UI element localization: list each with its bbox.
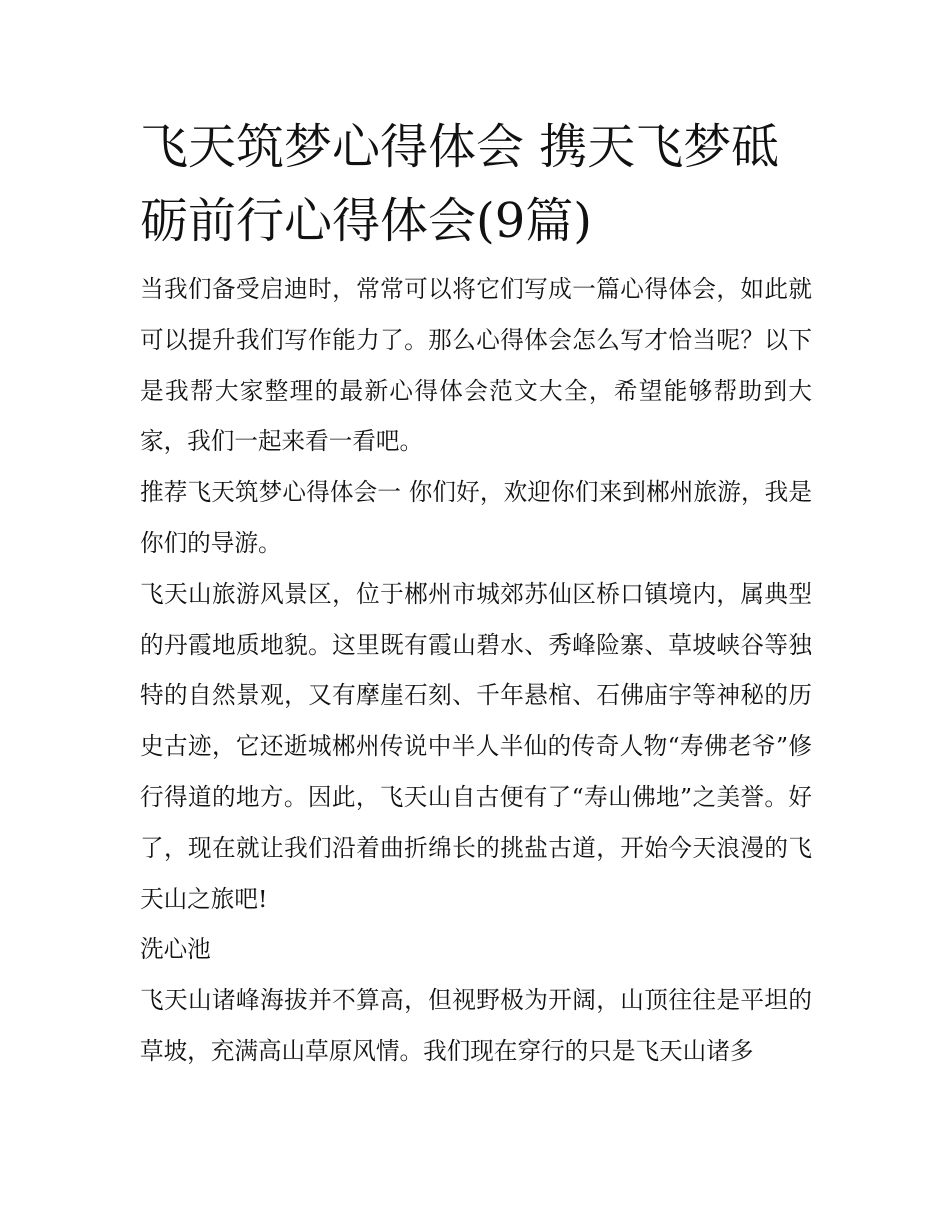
recommend-paragraph: 推荐飞天筑梦心得体会一 你们好，欢迎你们来到郴州旅游，我是你们的导游。: [140, 478, 812, 557]
scenic-area-paragraph: 飞天山旅游风景区，位于郴州市城郊苏仙区桥口镇境内，属典型的丹霞地质地貌。这里既有霞山碧水、秀峰险寨、草坡峡谷等独特的自然景观，又有摩崖石刻、千年悬棺、石佛庙宇等神秘的历史古迹，它还逝城郴州传说中半人半仙的传奇人物“寿佛老爷”修行得道的地方。因此，飞天山自古便有了“寿山佛地”之美誉。好了，现在就让我们沿着曲折绵长的挑盐古道，开始今天浪漫的飞天山之旅吧!: [140, 579, 812, 913]
section-heading-xixinchi: 洗心池: [140, 935, 211, 964]
document-title: 飞天筑梦心得体会 携天飞梦砥砺前行心得体会(9篇): [140, 119, 780, 249]
document-body: [140, 110, 812, 1077]
peaks-paragraph: 飞天山诸峰海拔并不算高，但视野极为开阔，山顶往往是平坦的草坡，充满高山草原风情。我们现在穿行的只是飞天山诸多: [140, 986, 812, 1065]
intro-paragraph: 当我们备受启迪时，常常可以将它们写成一篇心得体会，如此就可以提升我们写作能力了。那么心得体会怎么写才恰当呢？以下是我帮大家整理的最新心得体会范文大全，希望能够帮助到大家，我们一起来看一看吧。: [140, 275, 812, 456]
